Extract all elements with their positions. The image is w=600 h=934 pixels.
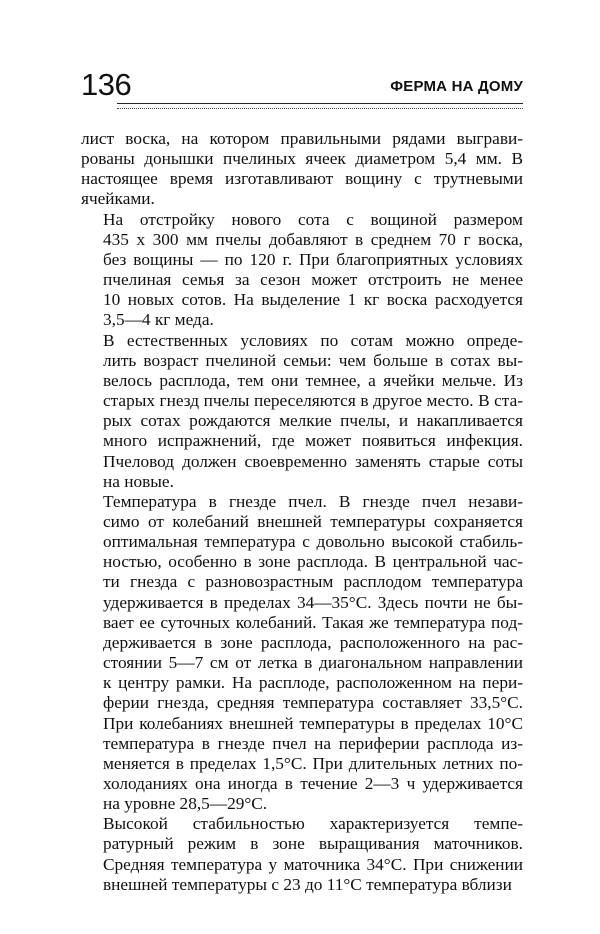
text-line: на уровне 28,5—29°С.	[103, 794, 268, 814]
paragraph	[81, 210, 523, 331]
text-line: ратурный режим в зоне выращивания маточников.	[103, 834, 523, 854]
text-line: температура в гнезде пчел на периферии расплода из-	[103, 733, 523, 753]
text-line: настоящее время изготавливают вощину с трутневыми	[81, 169, 523, 189]
text-line: держивается в зоне расплода, расположенного на рас-	[103, 632, 523, 652]
text-line: рованы донышки пчелиных ячеек диаметром 5,4 мм. В	[81, 149, 523, 169]
paragraph	[81, 331, 523, 492]
text-line: Высокой стабильностью характеризуется темпе-	[103, 814, 523, 834]
text-line: без вощины — по 120 г. При благоприятных условиях	[103, 249, 523, 269]
text-line: стоянии 5—7 см от летка в диагональном направлении	[103, 653, 523, 673]
text-line: холоданиях она иногда в течение 2—3 ч удерживается	[103, 774, 523, 793]
text-line: велось расплода, тем они темнее, а ячейки мельче. Из	[103, 370, 523, 390]
text-line: лить возраст пчелиной семьи: чем больше в сотах вы-	[103, 350, 523, 370]
text-line: 10 новых сотов. На выделение 1 кг воска расходуется	[103, 290, 523, 310]
text-line: 3,5—4 кг меда.	[103, 310, 214, 330]
text-line: ти гнезда с разновозрастным расплодом температура	[103, 572, 523, 592]
text-line: пчелиная семья за сезон может отстроить не менее	[103, 270, 523, 290]
text-line: удерживается в пределах 34—35°С. Здесь почти не бы-	[103, 592, 523, 612]
text-line: лист воска, на котором правильными рядами выграви-	[81, 129, 523, 148]
paragraph	[81, 492, 523, 815]
text-line: Средняя температура у маточника 34°С. При снижении	[103, 854, 523, 874]
header-rule	[117, 103, 523, 109]
page-header	[81, 64, 523, 110]
text-line: внешней температуры с 23 до 11°С температура вблизи	[103, 874, 512, 894]
text-line: симо от колебаний внешней температуры сохраняется	[103, 511, 523, 531]
text-line: оптимальная температура с довольно высокой стабиль-	[103, 532, 523, 552]
text-line: ферии гнезда, средняя температура составляет 33,5°С.	[103, 693, 523, 713]
text-line: рых сотах рождаются мелкие пчелы, и накапливается	[103, 411, 523, 431]
text-line: на новые.	[103, 471, 174, 491]
text-line: к центру рамки. На расплоде, расположенном на пери-	[103, 673, 523, 693]
text-line: старых гнезд пчелы переселяются в другое место. В ста-	[103, 391, 523, 411]
text-line: В естественных условиях по сотам можно опреде-	[103, 330, 523, 350]
text-line: ячейками.	[81, 189, 155, 209]
body-text	[81, 129, 523, 895]
text-line: 435 х 300 мм пчелы добавляют в среднем 70 г воска,	[103, 229, 523, 249]
text-line: При колебаниях внешней температуры в пределах 10°С	[103, 713, 523, 733]
text-line: На отстройку нового сота с вощиной размером	[103, 209, 523, 229]
text-line: много испражнений, где может появиться инфекция.	[103, 431, 523, 451]
text-line: вает ее суточных колебаний. Такая же температура под-	[103, 612, 523, 632]
text-line: меняется в пределах 1,5°С. При длительных летних по-	[103, 753, 523, 773]
text-line: Пчеловод должен своевременно заменять старые соты	[103, 451, 523, 471]
running-title: ФЕРМА НА ДОМУ	[390, 78, 523, 95]
text-line: ностью, особенно в зоне расплода. В центральной час-	[103, 552, 523, 572]
paragraph	[81, 814, 523, 895]
text-line: Температура в гнезде пчел. В гнезде пчел незави-	[103, 491, 523, 511]
paragraph	[81, 129, 523, 210]
page-number: 136	[81, 67, 132, 102]
